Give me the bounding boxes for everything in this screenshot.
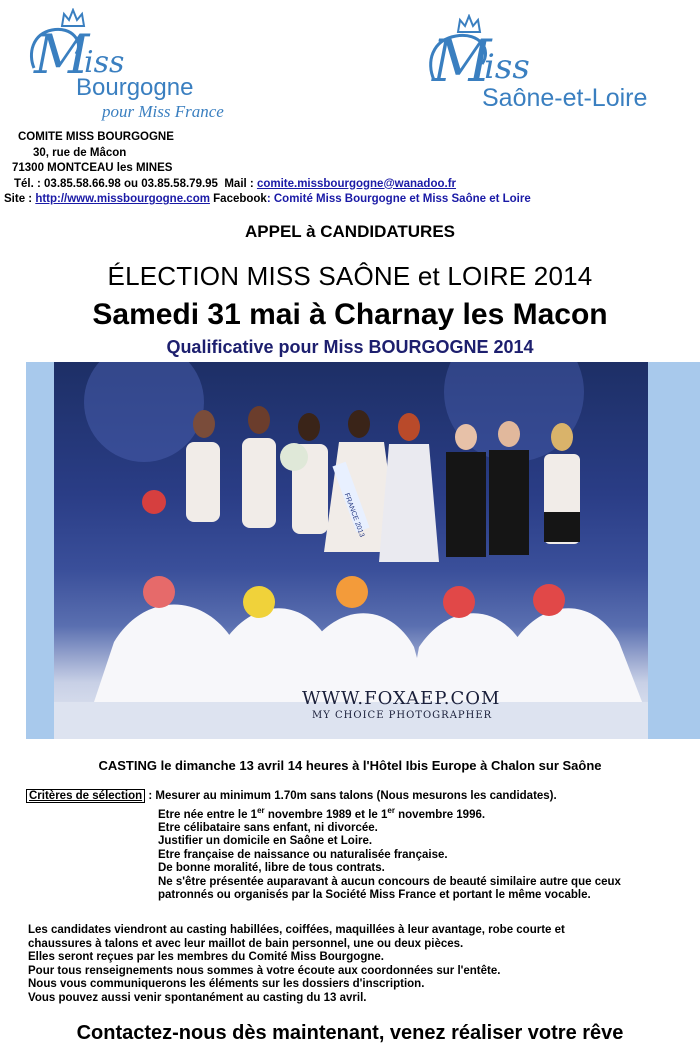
paragraph-line: Pour tous renseignements nous sommes à votre écoute aux coordonnées sur l'entête. bbox=[28, 964, 501, 977]
criteria-item: Etre française de naissance ou naturalisée française. bbox=[158, 848, 448, 861]
criteria-item: Justifier un domicile en Saône et Loire. bbox=[158, 835, 373, 848]
sash-text: FRANCE 2013 bbox=[342, 492, 366, 539]
facebook-label: Facebook bbox=[209, 193, 267, 205]
criteria-item: patronnés ou organisés par la Société Miss France et portant le même vocable. bbox=[158, 889, 591, 902]
photo-watermark: WWW.FOXAEP.COM bbox=[302, 688, 501, 709]
criteria-birth bbox=[26, 804, 696, 822]
paragraph-line: Vous pouvez aussi venir spontanément au casting du 13 avril. bbox=[28, 991, 367, 1004]
criteria-block bbox=[26, 790, 696, 903]
group-photo-illustration bbox=[54, 362, 648, 739]
contact-street: 30, rue de Mâcon bbox=[33, 146, 127, 159]
site-label: Site : bbox=[4, 193, 36, 205]
criteria-first: : Mesurer au minimum 1.70m sans talons (Nous mesurons les candidates). bbox=[145, 790, 557, 802]
criteria-label: Critères de sélection bbox=[26, 789, 145, 803]
casting-line: CASTING le dimanche 13 avril 14 heures à l'Hôtel Ibis Europe à Chalon sur Saône bbox=[98, 758, 602, 773]
logo-miss-bourgogne bbox=[26, 8, 236, 120]
paragraph-line: Nous vous communiquerons les éléments sur les dossiers d'inscription. bbox=[28, 978, 425, 990]
heading-appel: APPEL à CANDIDATURES bbox=[244, 222, 455, 241]
contact-tel-line bbox=[0, 177, 700, 193]
heading-qualif: Qualificative pour Miss BOURGOGNE 2014 bbox=[166, 337, 534, 357]
tel-label: Tél. : bbox=[14, 177, 45, 190]
logo-right-rest: iss bbox=[484, 47, 530, 87]
criteria-item: Ne s'être présentée auparavant à aucun concours de beauté similaire autre que ceux bbox=[158, 875, 621, 888]
paragraph-line: Elles seront reçues par les membres du Comité Miss Bourgogne. bbox=[28, 951, 384, 963]
site-link[interactable]: http://www.missbourgogne.com bbox=[35, 193, 210, 205]
logo-miss-saone-et-loire bbox=[426, 14, 686, 114]
birth-sup1: er bbox=[257, 805, 265, 815]
mail-link[interactable]: comite.missbourgogne@wanadoo.fr bbox=[256, 177, 457, 190]
footer-call-to-action: Contactez-nous dès maintenant, venez réaliser votre rêve bbox=[76, 1022, 624, 1044]
contact-block bbox=[0, 130, 700, 208]
facebook-value: : Comité Miss Bourgogne et Miss Saône et Loire bbox=[266, 193, 531, 205]
heading-date: Samedi 31 mai à Charnay les Macon bbox=[92, 298, 608, 331]
heading-election: ÉLECTION MISS SAÔNE et LOIRE 2014 bbox=[107, 261, 593, 291]
contact-city: 71300 MONTCEAU les MINES bbox=[12, 162, 173, 174]
birth-a: Etre née entre le 1 bbox=[158, 808, 258, 821]
photo-watermark-sub: MY CHOICE PHOTOGRAPHER bbox=[312, 710, 493, 721]
birth-sup2: er bbox=[387, 805, 395, 815]
paragraph-line: chaussures à talons et avec leur maillot de bain personnel, une ou deux pièces. bbox=[28, 937, 464, 950]
birth-b: novembre 1989 et le 1 bbox=[264, 808, 388, 821]
logo-left-initial: M bbox=[34, 23, 90, 86]
criteria-first-line bbox=[26, 790, 696, 804]
logo-right-line1: Saône-et-Loire bbox=[482, 84, 648, 112]
contact-org: COMITE MISS BOURGOGNE bbox=[18, 131, 174, 143]
logo-left-rest: iss bbox=[84, 45, 125, 80]
info-paragraph bbox=[28, 924, 698, 1005]
logo-left-line1: Bourgogne bbox=[76, 74, 194, 101]
birth-c: novembre 1996. bbox=[394, 808, 486, 821]
logo-left-line2: pour Miss France bbox=[102, 102, 224, 121]
criteria-item: Etre célibataire sans enfant, ni divorcée. bbox=[158, 821, 378, 834]
group-photo bbox=[54, 362, 648, 739]
contact-site-line bbox=[0, 192, 700, 208]
paragraph-line: Les candidates viendront au casting habillées, coiffées, maquillées à leur avantage, robe courte et bbox=[28, 924, 565, 936]
tel-value: 03.85.58.66.98 ou 03.85.58.79.95 bbox=[44, 177, 218, 190]
criteria-item: De bonne moralité, libre de tous contrats. bbox=[158, 862, 385, 875]
logo-right-initial: M bbox=[432, 27, 492, 95]
mail-label: Mail : bbox=[224, 177, 257, 190]
